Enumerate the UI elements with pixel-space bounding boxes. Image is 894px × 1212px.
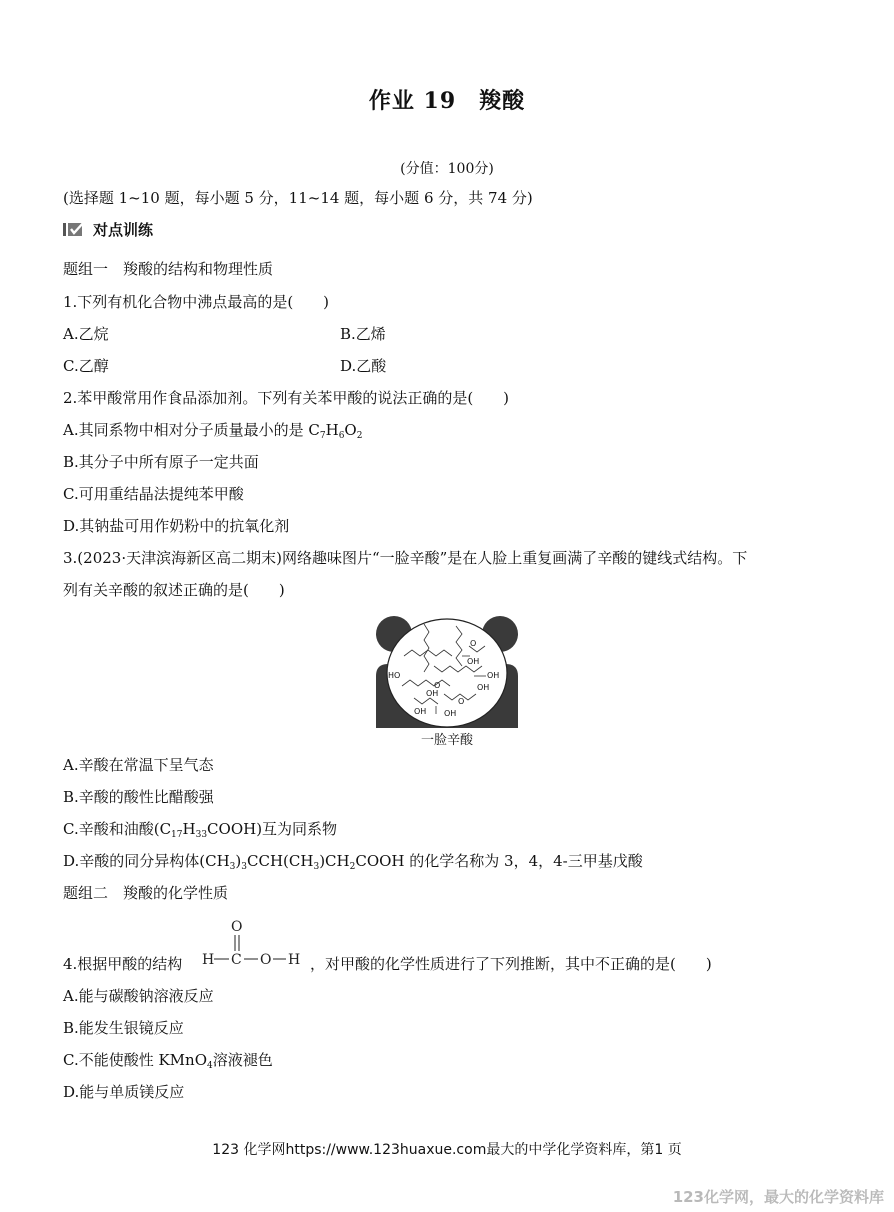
structure-o-right: O: [260, 952, 272, 968]
face-label-o-3: O: [458, 697, 465, 706]
question-2-option-c: C.可用重结晶法提纯苯甲酸: [63, 485, 244, 503]
question-3-option-b: B.辛酸的酸性比醋酸强: [63, 788, 214, 806]
image-caption: 一脸辛酸: [420, 733, 473, 748]
formic-acid-structure: [202, 917, 304, 973]
question-1-option-b: B.乙烯: [340, 325, 386, 343]
question-1-stem: 1.下列有机化合物中沸点最高的是( ): [63, 293, 330, 311]
page-title: 作业 19 羧酸: [368, 88, 526, 114]
face-label-oh-5: OH: [414, 707, 427, 716]
face-label-oh-4: OH: [426, 689, 439, 698]
face-label-ho: HO: [388, 671, 401, 680]
octanoic-acid-face-image: [374, 616, 520, 728]
watermark: 123化学网，最大的化学资料库: [672, 1188, 884, 1206]
instructions: (选择题 1~10 题，每小题 5 分，11~14 题，每小题 6 分，共 74 分): [63, 189, 533, 207]
question-2-option-d: D.其钠盐可用作奶粉中的抗氧化剂: [63, 517, 290, 535]
face-label-oh-1: OH: [467, 657, 480, 666]
structure-h-right: H: [288, 952, 301, 968]
question-4-option-b: B.能发生银镜反应: [63, 1019, 184, 1037]
question-4-option-a: A.能与碳酸钠溶液反应: [63, 987, 214, 1005]
group-heading-2: 题组二 羧酸的化学性质: [63, 884, 229, 902]
question-3-stem-line-2: 列有关辛酸的叙述正确的是( ): [63, 581, 285, 599]
question-1-option-a: A.乙烷: [63, 325, 109, 343]
face-label-oh-2: OH: [487, 671, 500, 680]
structure-c: C: [231, 952, 242, 968]
question-4-option-c: C.不能使酸性 KMnO$_4$溶液褪色: [63, 1051, 273, 1071]
structure-o-top: O: [231, 919, 243, 935]
face-label-o-1: O: [470, 639, 477, 648]
question-3-option-d: D.辛酸的同分异构体$(CH_3)_3CCH(CH_3)CH_2COOH$ 的化学名称为 3，4，4-三甲基戊酸: [63, 852, 643, 872]
page-footer: 123 化学网https://www.123huaxue.com最大的中学化学资料库，第1 页: [212, 1142, 682, 1158]
question-3-option-c: C.辛酸和油酸$(C_{17}H_{33}COOH)$互为同系物: [63, 820, 338, 840]
question-2-option-b: B.其分子中所有原子一定共面: [63, 453, 259, 471]
question-2-option-a: A.其同系物中相对分子质量最小的是 $C_7H_6O_2$: [63, 421, 363, 441]
checklist-icon: [63, 221, 87, 238]
question-4-stem-prefix: 4.根据甲酸的结构: [63, 955, 183, 973]
question-4-stem-suffix: ，对甲酸的化学性质进行了下列推断，其中不正确的是( ): [310, 955, 712, 973]
score-note: (分值：100分): [400, 161, 494, 177]
section-heading-label: 对点训练: [93, 221, 154, 239]
question-2-stem: 2.苯甲酸常用作食品添加剂。下列有关苯甲酸的说法正确的是( ): [63, 389, 510, 407]
section-heading: [63, 219, 153, 240]
face-label-oh-3: OH: [477, 683, 490, 692]
question-3-stem-line-1: 3.(2023·天津滨海新区高二期末)网络趣味图片“一脸辛酸”是在人脸上重复画满了辛酸的键线式结构。下: [63, 549, 748, 567]
question-3-option-a: A.辛酸在常温下呈气态: [63, 756, 214, 774]
face-label-oh-6: OH: [444, 709, 457, 718]
question-1-option-d: D.乙酸: [340, 357, 387, 375]
question-1-option-c: C.乙醇: [63, 357, 109, 375]
question-4-option-d: D.能与单质镁反应: [63, 1083, 185, 1101]
structure-h-left: H: [202, 952, 215, 968]
group-heading-1: 题组一 羧酸的结构和物理性质: [63, 260, 274, 278]
face-label-o-2: O: [434, 681, 441, 690]
